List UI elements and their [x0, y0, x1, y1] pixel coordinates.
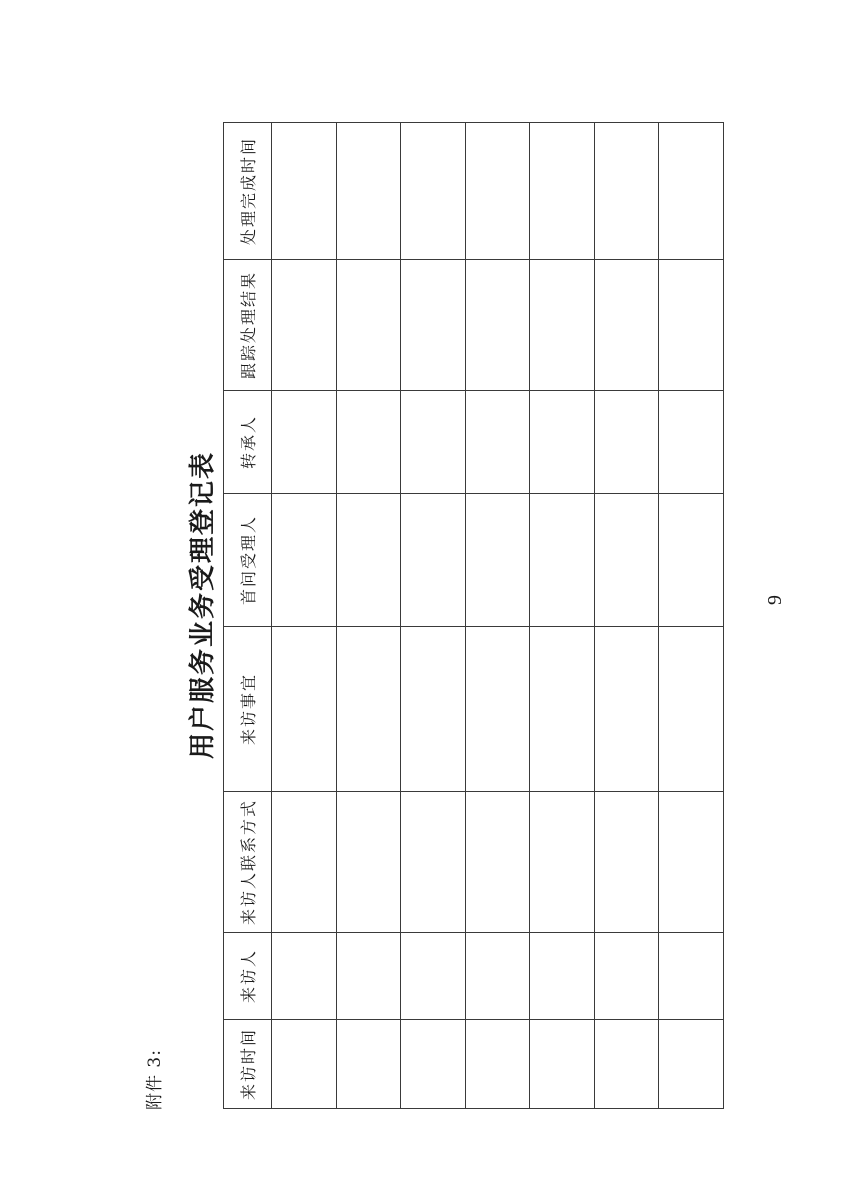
table-row: [336, 123, 401, 1109]
table-cell: [336, 391, 401, 494]
table-cell: [530, 391, 595, 494]
table-row: [272, 123, 337, 1109]
table-cell: [530, 933, 595, 1020]
table-cell: [659, 792, 724, 933]
table-cell: [272, 260, 337, 391]
table-cell: [336, 1020, 401, 1109]
table-cell: [272, 933, 337, 1020]
table-cell: [401, 1020, 466, 1109]
table-cell: [336, 494, 401, 627]
table-cell: [336, 627, 401, 792]
table-cell: [272, 391, 337, 494]
table-cell: [336, 933, 401, 1020]
table-cell: [465, 627, 530, 792]
table-cell: [401, 260, 466, 391]
table-cell: [336, 792, 401, 933]
table-cell: [594, 391, 659, 494]
table-cell: [594, 627, 659, 792]
table-cell: [401, 494, 466, 627]
table-cell: [659, 123, 724, 260]
table-cell: [594, 1020, 659, 1109]
table-row: [530, 123, 595, 1109]
table-row: [659, 123, 724, 1109]
attachment-label: 附件 3:: [145, 1049, 165, 1110]
column-header: 来访人: [224, 933, 272, 1020]
column-header: 来访人联系方式: [224, 792, 272, 933]
table-cell: [401, 627, 466, 792]
column-header: 首问受理人: [224, 494, 272, 627]
table-cell: [530, 260, 595, 391]
table-cell: [659, 391, 724, 494]
table-cell: [465, 123, 530, 260]
table-cell: [465, 391, 530, 494]
table-cell: [465, 1020, 530, 1109]
table-cell: [594, 260, 659, 391]
table-cell: [659, 933, 724, 1020]
table-cell: [401, 933, 466, 1020]
table-row: [465, 123, 530, 1109]
table-cell: [401, 792, 466, 933]
table-cell: [465, 933, 530, 1020]
table-cell: [659, 627, 724, 792]
table-cell: [659, 1020, 724, 1109]
column-header: 转承人: [224, 391, 272, 494]
column-header: 来访事宜: [224, 627, 272, 792]
table-cell: [272, 494, 337, 627]
table-cell: [272, 123, 337, 260]
table-cell: [336, 260, 401, 391]
table-row: [401, 123, 466, 1109]
table-cell: [272, 792, 337, 933]
table-cell: [659, 260, 724, 391]
table-cell: [530, 1020, 595, 1109]
table-cell: [594, 123, 659, 260]
column-header: 来访时间: [224, 1020, 272, 1109]
table-cell: [272, 627, 337, 792]
table-cell: [465, 260, 530, 391]
table-cell: [465, 494, 530, 627]
table-row: [594, 123, 659, 1109]
table-cell: [272, 1020, 337, 1109]
table-cell: [401, 123, 466, 260]
table-cell: [530, 627, 595, 792]
table-cell: [530, 123, 595, 260]
column-header: 跟踪处理结果: [224, 260, 272, 391]
table-cell: [530, 792, 595, 933]
table-cell: [594, 792, 659, 933]
table-cell: [465, 792, 530, 933]
table-cell: [530, 494, 595, 627]
page-number: 9: [764, 595, 786, 605]
table-cell: [594, 494, 659, 627]
table-cell: [401, 391, 466, 494]
table-cell: [336, 123, 401, 260]
column-header: 处理完成时间: [224, 123, 272, 260]
table-cell: [594, 933, 659, 1020]
table-cell: [659, 494, 724, 627]
header-row: [224, 123, 272, 1109]
document-title: 用户服务业务受理登记表: [188, 451, 218, 760]
registration-table: [223, 122, 724, 1109]
